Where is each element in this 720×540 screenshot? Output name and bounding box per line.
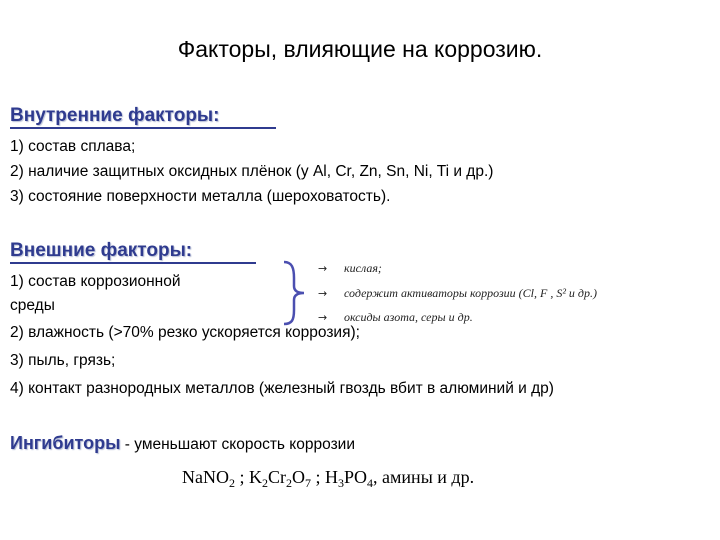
- internal-item-2: 2) наличие защитных оксидных плёнок (у Al, Cr, Zn, Sn, Ni, Ti и др.): [10, 163, 494, 180]
- formula-subscript: 2: [262, 476, 269, 490]
- page-title: Факторы, влияющие на коррозию.: [177, 36, 543, 62]
- arrow-icon: →: [318, 287, 328, 300]
- internal-item-1: 1) состав сплава;: [10, 138, 136, 155]
- formula-subscript: 3: [338, 476, 345, 490]
- external-item-1-line-2: среды: [10, 297, 55, 314]
- external-item-1-line-1: 1) состав коррозионной: [10, 273, 181, 290]
- medium-type-2: содержит активаторы коррозии (Cl, F , S² и др.): [344, 286, 597, 300]
- internal-factors-heading: Внутренние факторы:: [10, 105, 220, 126]
- arrow-icon: →: [318, 311, 328, 324]
- formula-part: O: [292, 467, 306, 487]
- external-heading-underline: [10, 262, 256, 264]
- formula-subscript: 7: [305, 476, 312, 490]
- medium-type-3: оксиды азота, серы и др.: [344, 310, 473, 324]
- formula-part: Cr: [268, 467, 287, 487]
- inhibitors-heading: Ингибиторы: [10, 433, 121, 453]
- formula-subscript: 4: [367, 476, 374, 490]
- inhibitors-line: [10, 433, 355, 454]
- formula-separator: ;: [311, 467, 326, 487]
- external-item-2: 2) влажность (>70% резко ускоряется коррозия);: [10, 324, 360, 341]
- formula-part: H: [325, 467, 339, 487]
- arrow-icon: →: [318, 262, 328, 275]
- inhibitors-description: - уменьшают скорость коррозии: [120, 436, 355, 453]
- inhibitor-formulas: [182, 467, 474, 491]
- external-factors-heading: Внешние факторы:: [10, 240, 193, 261]
- formula-separator: ;: [235, 467, 250, 487]
- formula-subscript: 2: [286, 476, 293, 490]
- medium-type-1: кислая;: [344, 261, 382, 275]
- grouping-brace: [280, 258, 310, 328]
- formula-subscript: 2: [229, 476, 235, 490]
- external-item-3: 3) пыль, грязь;: [10, 352, 116, 369]
- formula-part: PO: [344, 467, 368, 487]
- external-item-4: 4) контакт разнородных металлов (железный гвоздь вбит в алюминий и др): [10, 380, 554, 397]
- formula-part: NaNO: [182, 467, 229, 487]
- internal-item-3: 3) состояние поверхности металла (шероховатость).: [10, 188, 391, 205]
- formula-tail: , амины и др.: [373, 467, 475, 487]
- internal-heading-underline: [10, 127, 276, 129]
- formula-part: K: [249, 467, 263, 487]
